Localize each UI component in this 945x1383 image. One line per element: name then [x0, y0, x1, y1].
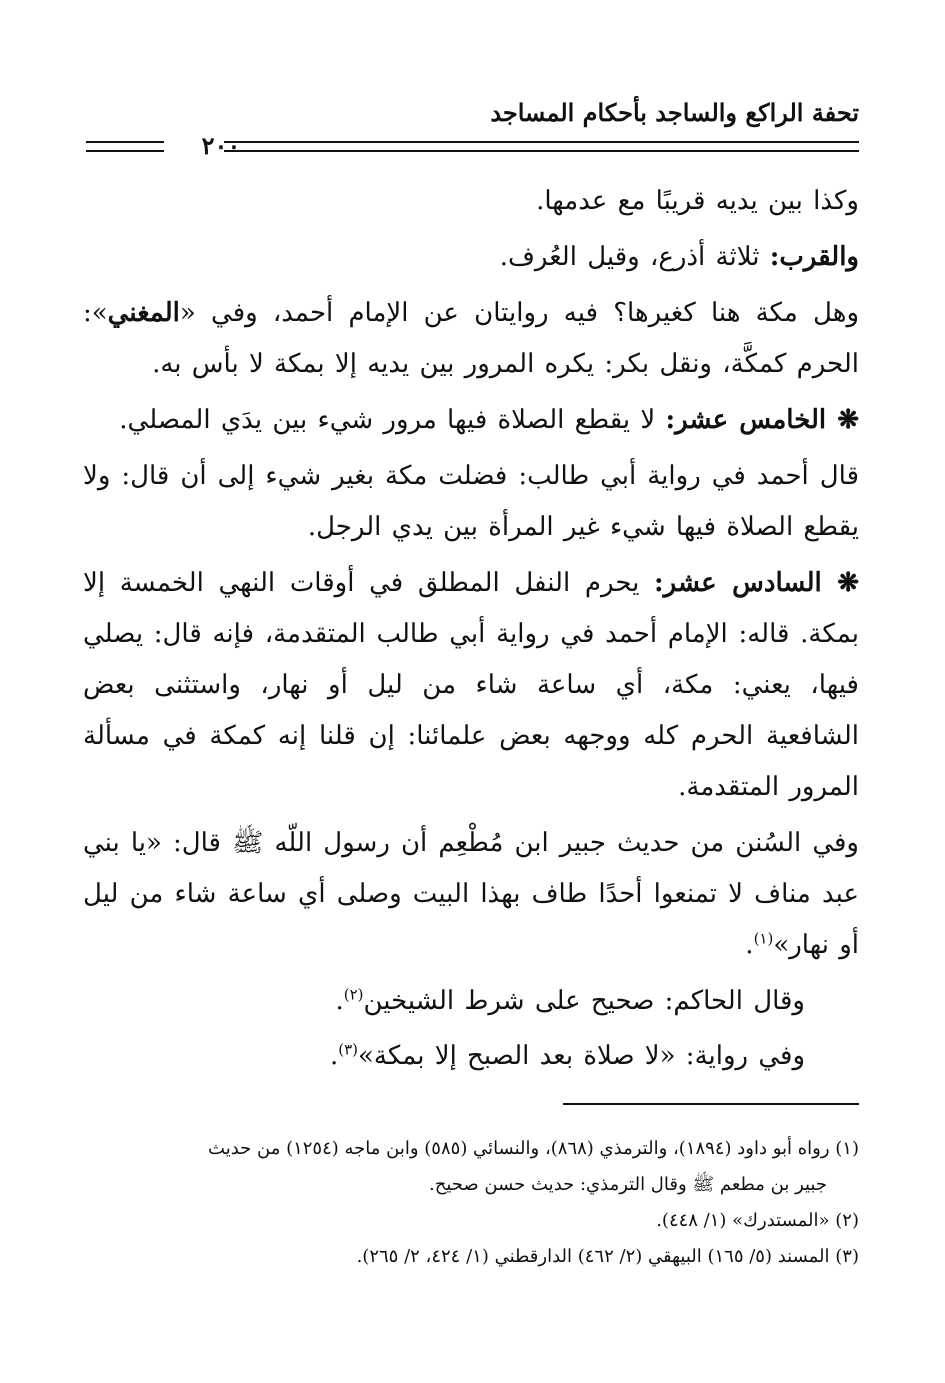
paragraph-5-text: قال أحمد في رواية أبي طالب: فضلت مكة بغير شيء إلى أن قال: ولا يقطع الصلاة فيها شيء غير المرأة بين يدي الرجل.: [83, 461, 859, 542]
paragraph-3-text-end: »: الحرم كمكَّة، ونقل بكر: يكره المرور بين يديه إلا بمكة لا بأس به.: [83, 298, 859, 379]
footnote-3: (٣) المسند (٥/ ١٦٥) البيهقي (٢/ ٤٦٢) الدارقطني (١/ ٤٢٤، ٢/ ٢٦٥).: [356, 1246, 859, 1267]
running-title: تحفة الراكع والساجد بأحكام المساجد: [490, 98, 859, 127]
section-heading-sixteenth: السادس عشر:: [654, 568, 838, 598]
paragraph-3: [83, 288, 859, 390]
paragraph-1: [83, 176, 859, 227]
paragraph-4-text: لا يقطع الصلاة فيها مرور شيء بين يدَي المصلي.: [119, 405, 666, 435]
paragraph-6-text: يحرم النفل المطلق في أوقات النهي الخمسة إلا بمكة. قاله: الإمام أحمد في رواية أبي طالب المتقدمة، فإنه قال: يصلي فيها، يعني: مكة، أي ساعة شاء من ليل أو نهار، واستثنى بعض الشافعية الحرم كله ووجهه بعض علمائنا: إن قلنا إنه كمكة في مسألة المرور المتقدمة.: [83, 568, 859, 802]
footnote-ref-1[interactable]: (١): [753, 929, 774, 948]
page-number: ٢٠٠: [201, 131, 241, 160]
paragraph-6: [83, 558, 859, 813]
footnote-1-line-1: (١) رواه أبو داود (١٨٩٤)، والترمذي (٨٦٨)، والنسائي (٥٨٥) وابن ماجه (١٢٥٤) من حديث: [208, 1138, 859, 1159]
paragraph-7-end: .: [745, 930, 754, 960]
section-star-icon: ❋: [837, 568, 859, 598]
paragraph-4: [83, 395, 859, 446]
footnote-2: (٢) «المستدرك» (١/ ٤٤٨).: [656, 1210, 859, 1231]
paragraph-2-text: ثلاثة أذرع، وقيل العُرف.: [499, 242, 770, 272]
paragraph-1-text: وكذا بين يديه قريبًا مع عدمها.: [536, 186, 859, 216]
paragraph-9-text: وفي رواية: «لا صلاة بعد الصبح إلا بمكة»: [358, 1041, 805, 1071]
paragraph-9-end: .: [329, 1041, 339, 1071]
section-star-icon: ❋: [837, 405, 859, 435]
paragraph-5: [83, 451, 859, 553]
paragraph-8-text: وقال الحاكم: صحيح على شرط الشيخين: [363, 986, 805, 1016]
footnote-ref-2[interactable]: (٢): [343, 985, 364, 1004]
header-rule-short: [86, 141, 164, 152]
paragraph-7: [83, 818, 859, 971]
book-title-mughni: المغني: [107, 298, 180, 328]
paragraph-2: [83, 232, 859, 283]
paragraph-2-heading: والقرب:: [769, 242, 859, 272]
footnote-separator: [563, 1103, 859, 1105]
header-rule: [86, 131, 859, 163]
paragraph-7-text: وفي السُنن من حديث جبير ابن مُطْعِم أن رسول اللّه ﷺ قال: «يا بني عبد مناف لا تمنعوا أحدًا طاف بهذا البيت وصلى أي ساعة شاء من ليل أو نهار»: [83, 828, 859, 960]
paragraph-9: [83, 1031, 859, 1082]
paragraph-3-text-start: وهل مكة هنا كغيرها؟ فيه روايتان عن الإمام أحمد، وفي «: [179, 298, 859, 328]
section-heading-fifteenth: الخامس عشر:: [665, 405, 838, 435]
footnotes: [83, 1132, 859, 1276]
footnote-ref-3[interactable]: (٣): [338, 1040, 358, 1059]
main-text: [83, 176, 859, 1086]
header-rule-long: [224, 141, 859, 152]
footnote-1-line-2: جبير بن مطعم ﷺ وقال الترمذي: حديث حسن صحيح.: [429, 1174, 827, 1195]
paragraph-8: [83, 976, 859, 1027]
paragraph-8-end: .: [335, 986, 344, 1016]
